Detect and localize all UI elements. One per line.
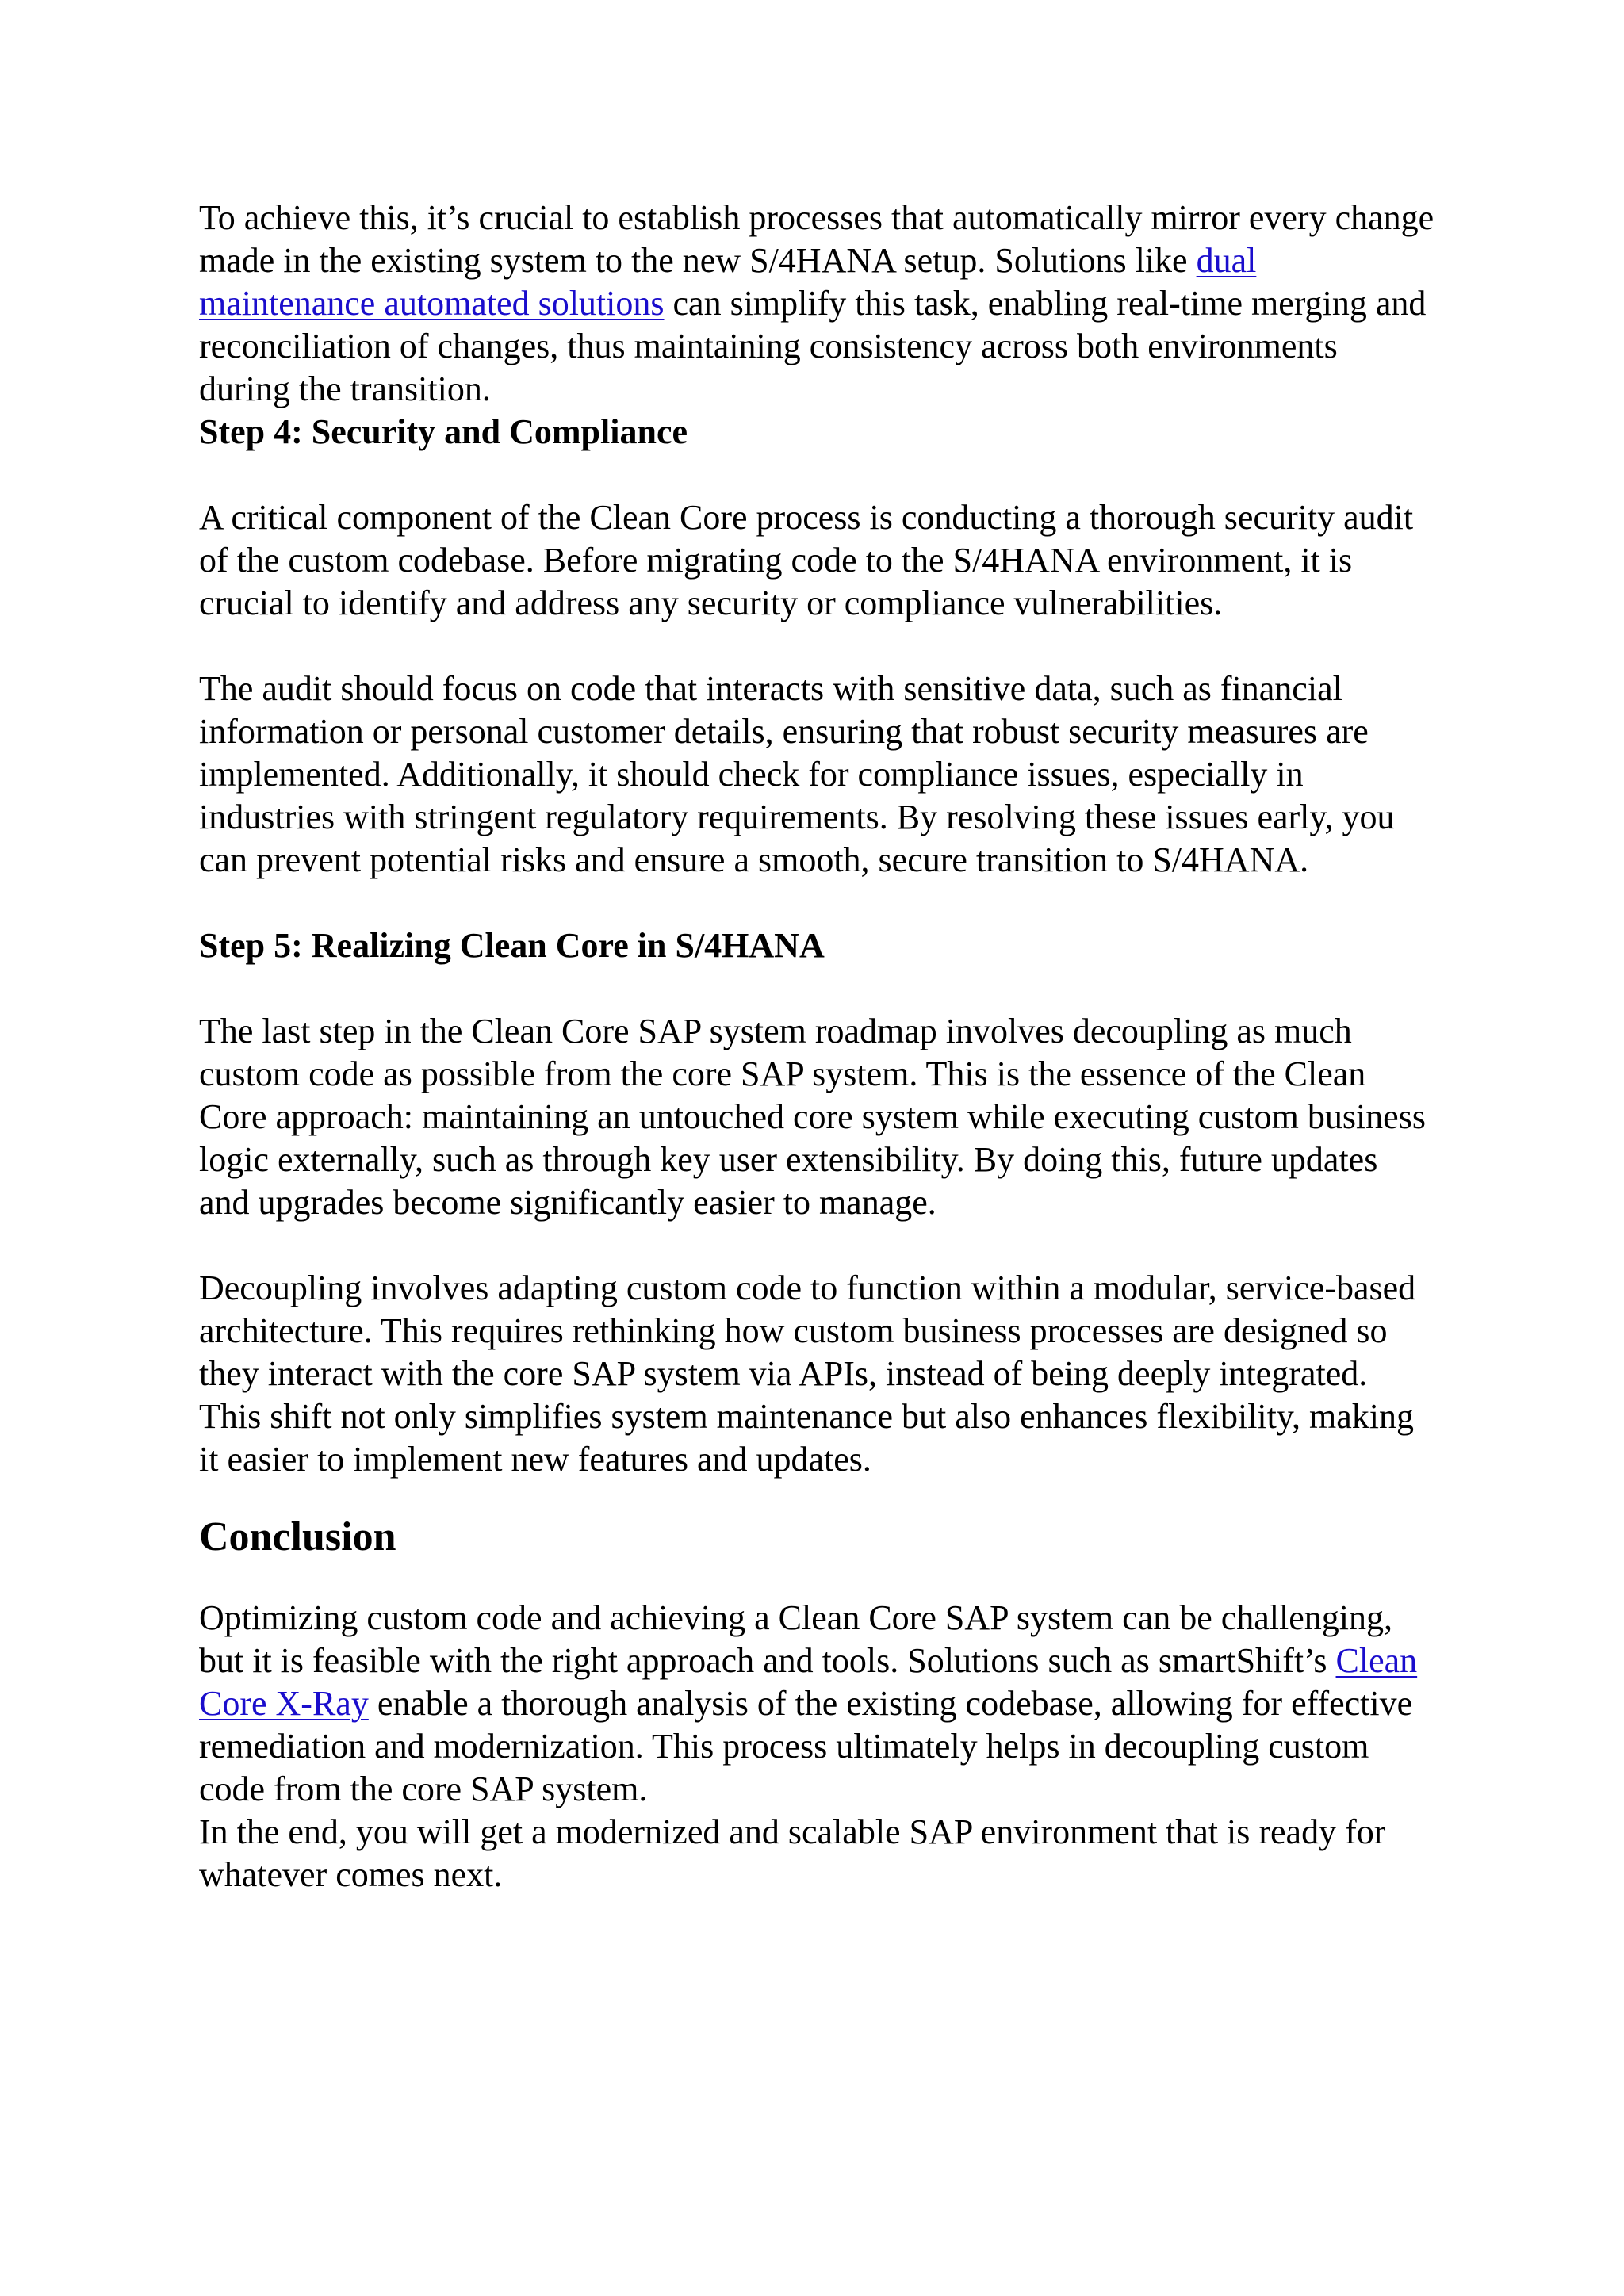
conclusion-text-before-link: Optimizing custom code and achieving a Clean Core SAP system can be challenging, but it is feasible with the right approach and tools. Solutions such as smartShift’s: [199, 1598, 1393, 1680]
step5-heading: Step 5: Realizing Clean Core in S/4HANA: [199, 926, 825, 965]
intro-text-before-link: To achieve this, it’s crucial to establish processes that automatically mirror every change made in the existing system to the new S/4HANA setup. Solutions like: [199, 198, 1434, 280]
step5-paragraph-1: The last step in the Clean Core SAP system roadmap involves decoupling as much custom code as possible from the core SAP system. This is the essence of the Clean Core approach: maintaining an untouched core system while executing custom business logic externally, such as through key user extensibility. By doing this, future updates and upgrades become significantly easier to manage.: [199, 1012, 1426, 1222]
clean-core-xray-link[interactable]: Clean Core X-Ray: [199, 1641, 1418, 1723]
conclusion-paragraph-2: In the end, you will get a modernized and scalable SAP environment that is ready for whatever comes next.: [199, 1812, 1386, 1894]
intro-paragraph: [199, 197, 1436, 411]
dual-maintenance-link[interactable]: dual maintenance automated solutions: [199, 241, 1257, 323]
intro-text-after-link: can simplify this task, enabling real-time merging and reconciliation of changes, thus maintaining consistency across both environments during the transition.: [199, 284, 1427, 408]
conclusion-heading: Conclusion: [199, 1514, 396, 1559]
conclusion-paragraph-1: [199, 1597, 1436, 1811]
conclusion-text-after-link: enable a thorough analysis of the existing codebase, allowing for effective remediation and modernization. This process ultimately helps in decoupling custom code from the core SAP system.: [199, 1684, 1413, 1808]
step4-paragraph-1: A critical component of the Clean Core process is conducting a thorough security audit of the custom codebase. Before migrating code to the S/4HANA environment, it is crucial to identify and address any security or compliance vulnerabilities.: [199, 498, 1414, 622]
step4-heading: Step 4: Security and Compliance: [199, 412, 688, 451]
step4-paragraph-2: The audit should focus on code that interacts with sensitive data, such as financial information or personal customer details, ensuring that robust security measures are implemented. Additionally, it should check for compliance issues, especially in industries with stringent regulatory requirements. By resolving these issues early, you can prevent potential risks and ensure a smooth, secure transition to S/4HANA.: [199, 669, 1395, 879]
step5-paragraph-2: Decoupling involves adapting custom code to function within a modular, service-based architecture. This requires rethinking how custom business processes are designed so they interact with the core SAP system via APIs, instead of being deeply integrated. This shift not only simplifies system maintenance but also enhances flexibility, making it easier to implement new features and updates.: [199, 1269, 1416, 1479]
document-content: [199, 197, 1436, 1896]
